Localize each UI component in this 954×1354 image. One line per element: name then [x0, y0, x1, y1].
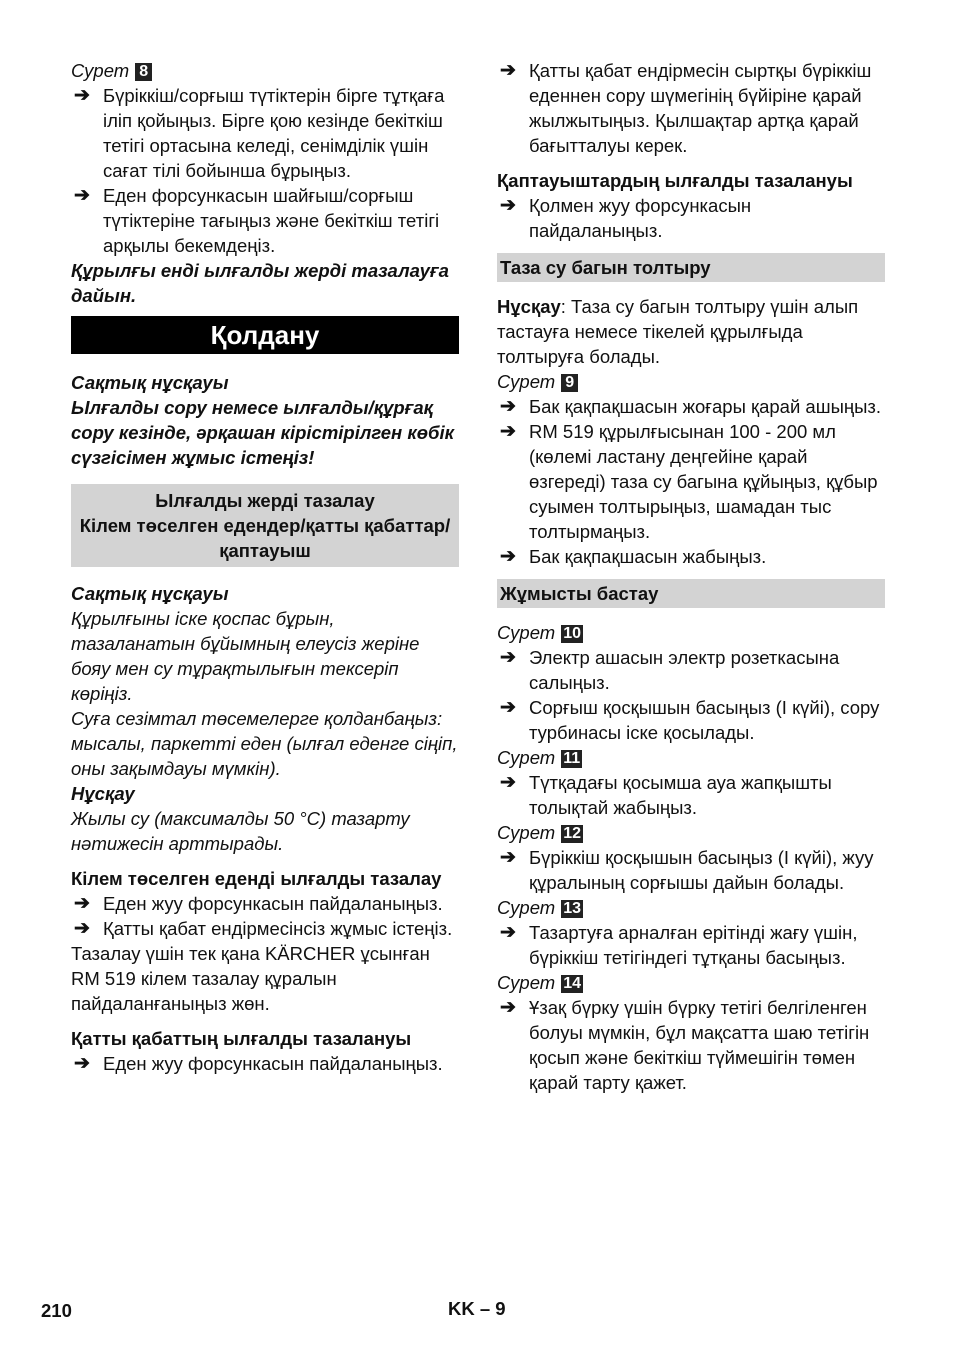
- arrow-right-icon: ➔: [74, 1053, 90, 1074]
- arrow-right-icon: ➔: [500, 546, 516, 567]
- arrow-right-icon: ➔: [500, 697, 516, 718]
- figure-ref-8: [71, 58, 459, 83]
- fill-note: [497, 294, 885, 369]
- step-item: [497, 920, 885, 970]
- arrow-right-icon: ➔: [500, 922, 516, 943]
- caution2-paragraph-2: Суға сезімтал төсемелерге қолданбаңыз: мысалы, паркетті еден (ылғал еденге сіңіп, оны зақымдауы мүмкін).: [71, 708, 458, 779]
- figure-label: Сурет: [71, 60, 130, 81]
- caution-title: Сақтық нұсқауы: [71, 372, 229, 393]
- step-text: Еден жуу форсункасын пайдаланыңыз.: [103, 893, 443, 914]
- subsection-title-line1: Ылғалды жерді тазалау: [155, 490, 375, 511]
- fill-note-label: Нұсқау: [497, 296, 561, 317]
- page-number: 210: [41, 1300, 72, 1321]
- figure-label: Сурет: [497, 972, 556, 993]
- note-text: Жылы су (максималды 50 °C) тазарту нәтижесін арттырады.: [71, 808, 410, 854]
- step-text: Бак қақпақшасын жоғары қарай ашыңыз.: [529, 396, 881, 417]
- figure-ref-10: [497, 620, 885, 645]
- figure-ref-9: [497, 369, 885, 394]
- step-item: [71, 891, 459, 916]
- arrow-right-icon: ➔: [500, 847, 516, 868]
- step-item: [71, 1051, 459, 1076]
- step-text: Ұзақ бүрку үшін бүрку тетігі белгіленген болуы мүмкін, бұл мақсатта шаю тетігін қосып және бекіткіш түймешігін төмен қарай тарту қажет.: [529, 997, 870, 1093]
- step-item: [497, 845, 885, 895]
- fill-note-text: : Таза су багын толтыру үшін алып тастауға немесе тікелей құрылғыда толтыруға болады.: [497, 296, 859, 367]
- upholstery-heading: Қаптауыштардың ылғалды тазалануы: [497, 170, 853, 191]
- figure-number: 8: [135, 63, 152, 81]
- arrow-right-icon: ➔: [500, 195, 516, 216]
- step-text: Қолмен жуу форсункасын пайдаланыңыз.: [529, 195, 752, 241]
- step-text: Электр ашасын электр розеткасына салыңыз.: [529, 647, 840, 693]
- note-title: Нұсқау: [71, 783, 135, 804]
- carpet-heading: Кілем төселген еденді ылғалды тазалау: [71, 868, 442, 889]
- arrow-right-icon: ➔: [500, 421, 516, 442]
- step-text: Тазартуға арналған ерітінді жағу үшін, бүріккіш тетігіндегі тұтқаны басыңыз.: [529, 922, 858, 968]
- figure-number: 12: [563, 825, 581, 842]
- figure-ref-11: [497, 745, 885, 770]
- arrow-right-icon: ➔: [74, 85, 90, 106]
- figure-ref-13: [497, 895, 885, 920]
- arrow-right-icon: ➔: [500, 997, 516, 1018]
- figure-label: Сурет: [497, 747, 556, 768]
- figure-number: 11: [563, 750, 581, 767]
- caution-text: Ылғалды сору немесе ылғалды/құрғақ сору кезінде, әрқашан кірістірілген көбік сүзгісімен жұмыс істеңіз!: [71, 397, 455, 468]
- arrow-right-icon: ➔: [74, 918, 90, 939]
- caution2-paragraph-1: Құрылғыны іске қоспас бұрын, тазаланатын бұйымның елеусіз жеріне бояу мен су тұрақтылығын тексеріп көріңіз.: [71, 608, 420, 704]
- step-item: [497, 58, 885, 158]
- step-text: Қатты қабат ендірмесін сыртқы бүріккіш еденнен сору шүмегінің бүйіріне қарай жылжытыңыз. Қылшақтар артқа қарай бағытталуы керек.: [529, 60, 872, 156]
- step-item: [497, 645, 885, 695]
- hard-floor-heading: Қатты қабаттың ылғалды тазалануы: [71, 1028, 412, 1049]
- figure-label: Сурет: [497, 897, 556, 918]
- step-item: [497, 770, 885, 820]
- step-item: [71, 83, 459, 183]
- figure-label: Сурет: [497, 622, 556, 643]
- section-code: KK – 9: [448, 1298, 506, 1319]
- step-text: Қатты қабат ендірмесінсіз жұмыс істеңіз.: [103, 918, 453, 939]
- step-text: Сорғыш қосқышын басыңыз (I күйі), сору турбинасы іске қосылады.: [529, 697, 880, 743]
- figure-ref-12: [497, 820, 885, 845]
- carpet-text: Тазалау үшін тек қана KÄRCHER ұсынған RM 519 кілем тазалау құралын пайдаланғаныңыз жөн.: [71, 943, 430, 1014]
- right-column: [497, 58, 885, 1095]
- step-item: [497, 394, 885, 419]
- step-text: Бак қақпақшасын жабыңыз.: [529, 546, 767, 567]
- figure-number: 14: [563, 975, 581, 992]
- start-heading: Жұмысты бастау: [497, 579, 885, 608]
- figure-number: 13: [563, 900, 581, 917]
- step-text: Бүріккіш қосқышын басыңыз (I күйі), жуу құралының сорғышы дайын болады.: [529, 847, 874, 893]
- section-title: Қолдану: [71, 316, 459, 354]
- step-item: [497, 695, 885, 745]
- fill-tank-heading: Таза су багын толтыру: [497, 253, 885, 282]
- step-text: RM 519 құрылғысынан 100 - 200 мл (көлемі ластану деңгейіне қарай өзгереді) таза су багына құйыңыз, құбыр суымен толтырыңыз, шамадан тыс толтырмаңыз.: [529, 421, 878, 542]
- left-column: [71, 58, 459, 1076]
- figure-number: 10: [563, 625, 581, 642]
- step-item: [497, 419, 885, 544]
- arrow-right-icon: ➔: [74, 185, 90, 206]
- arrow-right-icon: ➔: [500, 772, 516, 793]
- step-text: Еден жуу форсункасын пайдаланыңыз.: [103, 1053, 443, 1074]
- arrow-right-icon: ➔: [500, 60, 516, 81]
- step-item: [497, 544, 885, 569]
- ready-note: Құрылғы енді ылғалды жерді тазалауға дайын.: [71, 260, 449, 306]
- step-item: [71, 916, 459, 941]
- figure-label: Сурет: [497, 822, 556, 843]
- figure-label: Сурет: [497, 371, 556, 392]
- arrow-right-icon: ➔: [74, 893, 90, 914]
- step-text: Түтқадағы қосымша ауа жапқышты толықтай жабыңыз.: [529, 772, 832, 818]
- subsection-title-line2: Кілем төселген едендер/қатты қабаттар/қаптауыш: [79, 515, 451, 561]
- figure-number: 9: [561, 374, 578, 392]
- step-item: [497, 995, 885, 1095]
- step-item: [71, 183, 459, 258]
- arrow-right-icon: ➔: [500, 396, 516, 417]
- arrow-right-icon: ➔: [500, 647, 516, 668]
- caution2-title: Сақтық нұсқауы: [71, 583, 229, 604]
- step-text: Бүріккіш/сорғыш түтіктерін бірге тұтқаға іліп қойыңыз. Бірге қою кезінде бекіткіш тетігі ортасына келеді, сенімділік үшін сағат тілі бойынша бұрыңыз.: [103, 85, 445, 181]
- subsection-title: [71, 484, 459, 567]
- step-text: Еден форсункасын шайғыш/сорғыш түтіктеріне тағыңыз және бекіткіш тетігі арқылы бекемдеңіз.: [103, 185, 440, 256]
- step-item: [497, 193, 885, 243]
- figure-ref-14: [497, 970, 885, 995]
